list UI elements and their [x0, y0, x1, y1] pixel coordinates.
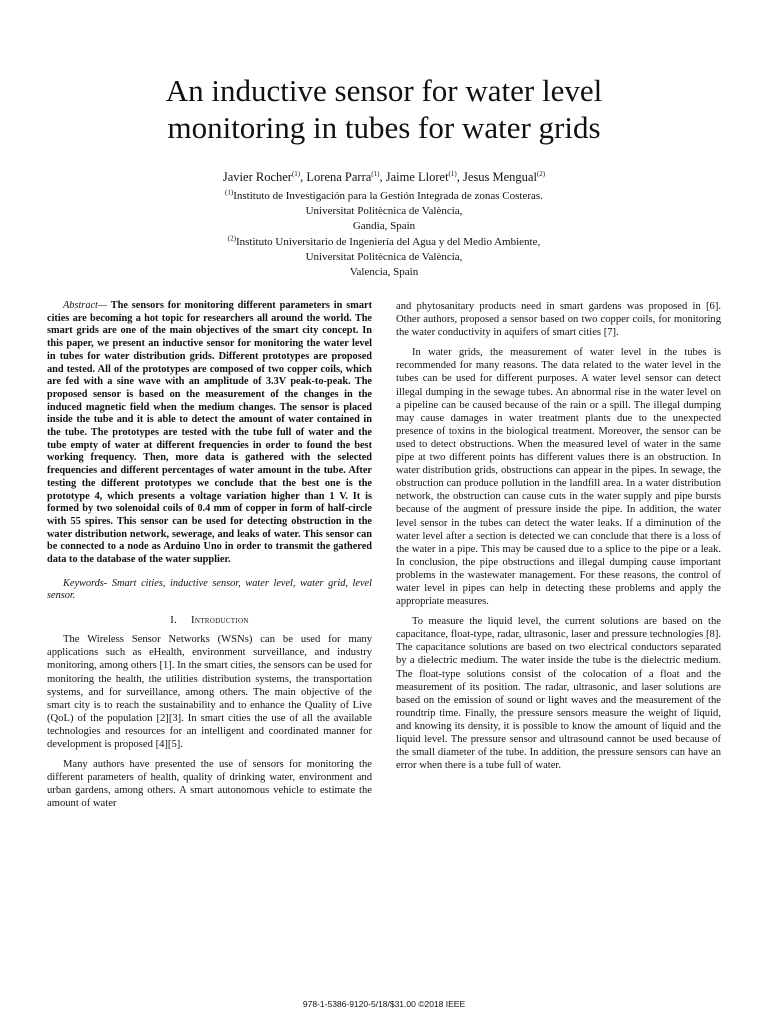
author: Jaime Lloret$^{(1)}$, [385, 169, 463, 184]
affiliation-1-line-3: Gandia, Spain [352, 220, 416, 233]
author: Javier Rocher$^{(1)}$, [222, 169, 307, 184]
intro-paragraph-2: Many authors have presented the use of sensors for monitoring the different parameters of health, quality of drinking water, environment and urban gardens, among others. A smart autonomous vehicle to estimate the amount of water [47, 759, 372, 810]
affiliation-1-line-1: $^{(1)}$Instituto de Investigación para la Gestión Integrada de zonas Costeras. [225, 188, 543, 202]
author-list [60, 170, 708, 185]
left-column [47, 300, 372, 817]
abstract [47, 300, 372, 567]
title-line-2: monitoring in tubes for water grids [167, 110, 601, 145]
copyright-footer: 978-1-5386-9120-5/18/$31.00 ©2018 IEEE [302, 999, 466, 1009]
title-line-1: An inductive sensor for water level [165, 73, 603, 108]
keywords: Keywords- Smart cities, inductive sensor, water level, water grid, level sensor. [47, 577, 372, 602]
section-number: I. [170, 615, 178, 627]
intro-paragraph-4: To measure the liquid level, the current solutions are based on the capacitance, float-type, radar, ultrasonic, laser and pressure technologies [8]. The capacitance solutions are based on two electrical conductors separated by a dielectric medium. The water inside the tube is the dielectric medium. The float-type solutions consist of the colocation of a float and the measurement of its position. The radar, ultrasonic, and laser solutions are based on the emission of sound or light waves and the measurement of the roundtrip time. Finally, the pressure sensors measure the weight of liquid, and knowing its density, it is possible to know the amount of liquid and the liquid level. The pressure sensor and ultrasound cannot be used because of the small diameter of the tube. In addition, the pressure sensors can have an error when there is a tube full of water. [396, 616, 721, 772]
affiliation-2-line-1: $^{(2)}$Instituto Universitario de Ingeniería del Agua y del Medio Ambiente, [227, 233, 541, 248]
section-title: Introduction [191, 615, 249, 627]
intro-paragraph-3: In water grids, the measurement of water level in the tubes is recommended for many reasons. The data related to the water level in the tubes can be used for different purposes. A water level sensor can detect illegal dumping in the sewage tubes. An abnormal rise in the water level on a pipeline can be caused because of the rain or a spill. The illegal dumping may cause damages in water treatment plants due to the unexpected presence of toxins in the biological treatment. Moreover, the sensor can be used to detect obstructions. When the measured level of water in the same pipe at two different points has different values there is an obstruction. In water distribution grids, obstructions can appear in the pipes. In sewage, the obstruction can produce pollution in the landfill area. In a water distribution network, the obstruction can cause cuts in the water supply and pipe bursts because of the augment of pressure inside the pipe. In addition, the water level sensor in the tubes can detect the water leaks. If a diminution of the water level after a section is detected we can conclude that there is a loss of the water in a pipe. This may be caused due to a splice to the pipe or a leak. In conclusion, the pipe obstructions and illegal dumping cause important problems in the wastewater management. For these reasons, the control of water level in pipes can help in detecting these problems and apply the appropriate measures. [396, 347, 721, 608]
section-heading-introduction [47, 614, 372, 627]
affiliation-2-line-2: Universitat Politècnica de València, [305, 250, 463, 263]
affiliation-2-line-3: Valencia, Spain [349, 266, 419, 279]
paper-title [60, 72, 708, 146]
author: Jesus Mengual$^{(2)}$ [462, 169, 546, 184]
intro-paragraph-continued: and phytosanitary products need in smart gardens was proposed in [6]. Other authors, proposed a sensor based on two copper coils, for monitoring the water conductivity in aquifers of smart cities [7]. [396, 301, 721, 339]
abstract-label: Abstract— [63, 300, 108, 311]
abstract-text: The sensors for monitoring different parameters in smart cities are becoming a hot topic for researchers all around the world. The smart grids are one of the main objectives of the smart city concept. In this paper, we present an inductive sensor for monitoring the water level in tubes for water distribution grids. Different prototypes are proposed and tested. All of the prototypes are composed of two copper coils, which are fed with a sine wave with an amplitude of 3.3V peak-to-peak. The proposed sensor is based on the measurement of the changes in the induced magnetic field when the medium changes. The sensor is placed inside the tube and it is able to detect the amount of water contained in the tube. The prototypes are tested with the tube full of water and the tube empty of water at different frequencies in order to found the best working frequency. Then, more data is gathered with the selected frequencies and different percentages of water amount in the tube. After testing the different prototypes we conclude that the best one is the prototype 4, which presents a voltage variation higher than 1 V. It is formed by two solenoidal coils of 0.4 mm of copper in form of half-circle with 55 spires. This sensor can be used for detecting obstruction in the water distribution network, sewerage, and leaks of water. This sensor can be connected to a node as Arduino Uno in order to transmit the gathered data to the database of the water supplier. [47, 300, 372, 566]
intro-paragraph-1: The Wireless Sensor Networks (WSNs) can be used for many applications such as eHealth, environment surveillance, and industry monitoring, among others [1]. In the smart cities, the sensors can be used for monitoring the health, the utilities distribution systems, the transportation systems, and for surveillance, among others. The main objective of the smart city is to reach the sustainability and to enhance the Quality of Live (QoL) of the population [2][3]. In smart cities the use of all the available technologies and resources for an intelligent and coordinated manner for development is proposed [4][5]. [47, 634, 372, 751]
affiliation-1-line-2: Universitat Politècnica de València, [305, 205, 463, 218]
right-column [396, 300, 721, 779]
author: Lorena Parra$^{(1)}$, [306, 169, 386, 184]
affiliations [60, 189, 708, 280]
